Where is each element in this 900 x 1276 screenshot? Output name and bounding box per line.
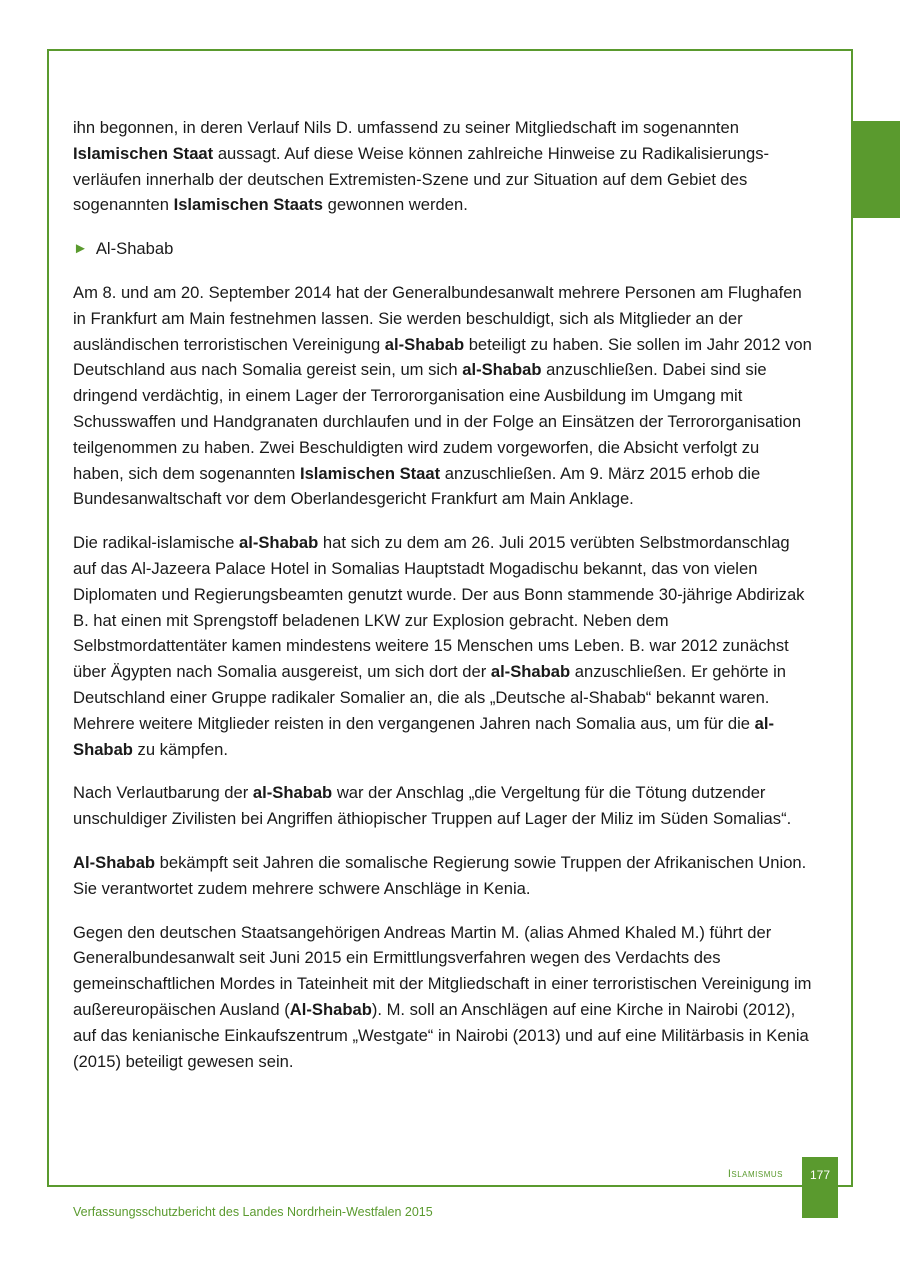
bold-term: al-Shabab xyxy=(252,783,333,803)
bold-term: Al-Shabab xyxy=(289,999,372,1019)
bold-term: al-Shabab xyxy=(490,662,571,682)
subheading-label: Al-Shabab xyxy=(95,239,174,259)
page-number: 177 xyxy=(802,1157,838,1218)
bold-term: al-Shabab xyxy=(384,334,465,354)
publication-footer: Verfassungsschutzbericht des Landes Nordrhein-Westfalen 2015 xyxy=(73,1205,433,1219)
bold-term: Islamischen Staat xyxy=(299,463,441,483)
document-body xyxy=(73,115,813,1092)
bold-term: al-Shabab xyxy=(239,533,319,553)
paragraph-5: Al-Shabab bekämpft seit Jahren die somalische Regierung sowie Truppen der Afrikanischen Union. Sie verantwortet zudem mehrere schwere Anschläge in Kenia. xyxy=(73,852,807,898)
bold-term: al-Shabab xyxy=(73,713,775,759)
paragraph-6: Gegen den deutschen Staatsangehörigen Andreas Martin M. (alias Ahmed Khaled M.) führt der Generalbundesanwalt seit Juni 2015 ein Ermittlungsverfahren wegen des Verdachts des gemeinschaftlichen Mordes in Tateinheit mit der Mitgliedschaft in einer terroristischen Vereinigung im außereuropäischen Ausland (Al-Shabab). M. soll an Anschlägen auf eine Kirche in Nairobi (2012), auf das kenianische Einkaufszentrum „Westgate“ in Nairobi (2013) und auf eine Militärbasis in Kenia (2015) beteiligt gewesen sein. xyxy=(73,922,812,1071)
paragraph-4: Nach Verlautbarung der al-Shabab war der Anschlag „die Vergeltung für die Tötung dutzender unschuldiger Zivilisten bei Angriffen äthiopischer Truppen auf Lager der Miliz im Süden Somalias“. xyxy=(73,783,792,829)
bold-term: Islamischen Staats xyxy=(173,195,323,215)
paragraph-3: Die radikal-islamische al-Shabab hat sich zu dem am 26. Juli 2015 verübten Selbstmordanschlag auf das Al-Jazeera Palace Hotel in Somalias Hauptstadt Mogadischu bekannt, das von vielen Diplomaten und Regierungsbeamten genutzt wurde. Der aus Bonn stammende 30-jährige Abdirizak B. hat einen mit Sprengstoff beladenen LKW zur Explosion gebracht. Neben dem Selbstmordattentäter kamen mindestens weitere 15 Menschen ums Leben. B. war 2012 zunächst über Ägypten nach Somalia ausgereist, um sich dort der al-Shabab anzuschließen. Er gehörte in Deutschland einer Gruppe radikaler Somalier an, die als „Deutsche al-Shabab“ bekannt waren. Mehrere weitere Mitglieder reisten in den vergangenen Jahren nach Somalia aus, um für die al-Shabab zu kämpfen. xyxy=(73,533,805,759)
subheading xyxy=(73,236,813,262)
paragraph-2: Am 8. und am 20. September 2014 hat der Generalbundesanwalt mehrere Personen am Flughafen in Frankfurt am Main festnehmen lassen. Sie werden beschuldigt, sich als Mitglieder an der ausländischen terroristischen Vereinigung al-Shabab beteiligt zu haben. Sie sollen im Jahr 2012 von Deutschland aus nach Somalia gereist sein, um sich al-Shabab anzuschließen. Dabei sind sie dringend verdächtig, in einem Lager der Terrororganisation eine Ausbildung im Umgang mit Schusswaffen und Handgranaten durchlaufen und in der Folge an Einsätzen der Terrororganisation teilgenommen zu haben. Zwei Beschuldigten wird zudem vorgeworfen, die Absicht verfolgt zu haben, sich dem sogenannten Islamischen Staat anzuschließen. Am 9. März 2015 erhob die Bundesanwaltschaft vor dem Oberlandesgericht Frankfurt am Main Anklage. xyxy=(73,282,812,509)
bold-term: Al-Shabab xyxy=(73,852,156,872)
paragraph-1: ihn begonnen, in deren Verlauf Nils D. umfassend zu seiner Mitgliedschaft im sogenannten Islamischen Staat aussagt. Auf diese Weise können zahlreiche Hinweise zu Radikalisierungs-verläufen innerhalb der deutschen Extremisten-Szene und zur Situation auf dem Gebiet des sogenannten Islamischen Staats gewonnen werden. xyxy=(73,118,770,215)
triangle-right-icon: ► xyxy=(73,240,88,258)
bold-term: al-Shabab xyxy=(462,360,542,380)
chapter-side-tab xyxy=(853,121,900,218)
bold-term: Islamischen Staat xyxy=(73,143,214,163)
section-label: Islamismus xyxy=(727,1168,783,1180)
